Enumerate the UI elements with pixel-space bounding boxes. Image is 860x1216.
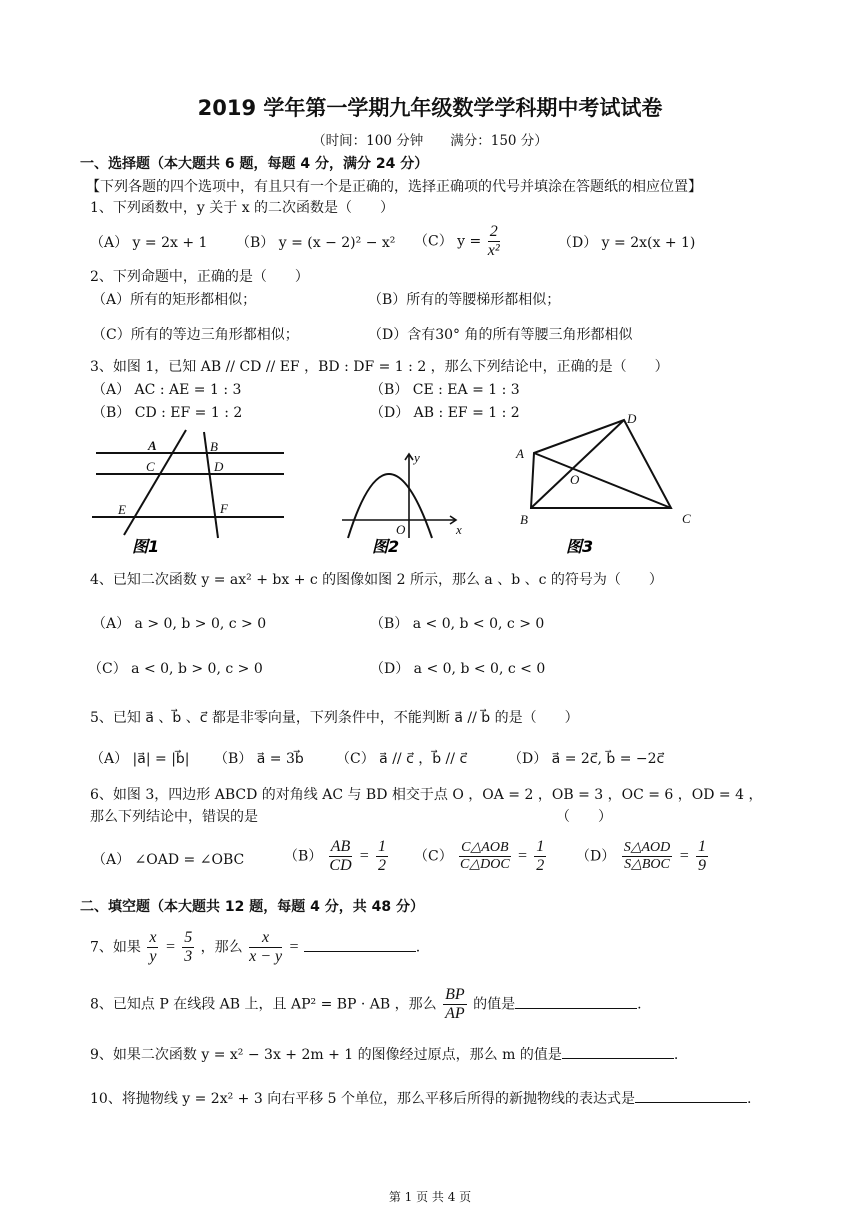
- q5-option-c: （C） a⃗ // c⃗ ，b⃗ // c⃗: [336, 751, 468, 767]
- q6-b-rhs-den: 2: [378, 857, 386, 874]
- fig3-point-o: O: [570, 472, 580, 487]
- q7-num-5: 5: [184, 929, 193, 946]
- q8-den: AP: [445, 1005, 465, 1022]
- q1-option-d: （D） y = 2x(x + 1): [558, 235, 696, 251]
- q4-option-a: （A） a > 0, b > 0, c > 0: [92, 616, 267, 632]
- q6-option-d: [576, 838, 710, 875]
- section2-heading: 二、填空题（本大题共 12 题，每题 4 分，共 48 分）: [80, 899, 424, 915]
- q6-option-b: [284, 838, 390, 875]
- q6-option-c: [414, 838, 548, 875]
- q3-option-d: （D） AB : EF = 1 : 2: [370, 405, 520, 421]
- q6-option-c-rhs: [534, 838, 546, 875]
- q6-option-a: （A） ∠OAD = ∠OBC: [92, 852, 245, 868]
- q10-line: [90, 1088, 751, 1108]
- q6-option-d-rhs: [696, 838, 708, 875]
- fig2-axis-x: x: [456, 522, 462, 537]
- q6-option-d-label: （D）: [576, 848, 616, 865]
- q1-option-c-fraction: [488, 223, 500, 260]
- q7-line: [90, 929, 420, 966]
- q1-option-c-label: （C） y =: [414, 233, 482, 250]
- q6-c-lhs-num: C△AOB: [461, 840, 509, 855]
- fig1-point-a: A: [148, 438, 157, 453]
- fig3-point-a: A: [516, 446, 524, 461]
- q6-stem: 6、如图 3，四边形 ABCD 的对角线 AC 与 BD 相交于点 O ，OA = 2 ，OB = 3 ，OC = 6 ，OD = 4 ，: [90, 787, 763, 803]
- figure3-label: 图3: [566, 537, 594, 556]
- fig1-point-e: E: [118, 502, 126, 517]
- fig3-point-b: B: [520, 512, 528, 527]
- q6-b-lhs-num: AB: [330, 838, 351, 855]
- q7-den-3: 3: [184, 948, 193, 965]
- q9-line: [90, 1044, 678, 1064]
- q6-option-b-rhs: [376, 838, 388, 875]
- q2-stem: 2、下列命题中，正确的是（ ）: [90, 269, 309, 285]
- fig1-point-f: F: [220, 501, 228, 516]
- q4-option-d: （D） a < 0, b < 0, c < 0: [370, 661, 546, 677]
- q3-option-c: （B） CD : EF = 1 : 2: [92, 405, 243, 421]
- q7-prefix: 7、如果: [90, 939, 141, 956]
- q1-option-c: [414, 223, 502, 260]
- q7-equals-1: =: [164, 938, 176, 956]
- q7-den-x-minus-y: x − y: [249, 948, 283, 965]
- q1-option-c-numerator: 2: [489, 223, 498, 240]
- q1-option-b: （B） y = (x − 2)² − x²: [236, 235, 396, 251]
- fig2-origin: O: [396, 522, 406, 537]
- q10-answer-blank[interactable]: [635, 1088, 747, 1103]
- q1-option-a: （A） y = 2x + 1: [90, 235, 208, 251]
- q6-option-b-label: （B）: [284, 848, 323, 865]
- q9-text: 9、如果二次函数 y = x² − 3x + 2m + 1 的图像经过原点，那么 m 的值是: [90, 1047, 562, 1063]
- fig3-quadrilateral: [531, 420, 671, 508]
- q3-option-a: （A） AC : AE = 1 : 3: [92, 382, 242, 398]
- q6-b-lhs-den: CD: [329, 857, 352, 874]
- q2-option-a: （A）所有的矩形都相似；: [92, 292, 257, 308]
- q2-option-b: （B）所有的等腰梯形都相似；: [368, 292, 561, 308]
- q6-d-rhs-den: 9: [697, 857, 706, 874]
- q8-post: 的值是: [473, 996, 516, 1013]
- q6-c-rhs-num: 1: [536, 838, 545, 855]
- q5-stem: 5、已知 a⃗ 、b⃗ 、c⃗ 都是非零向量，下列条件中，不能判断 a⃗ // b⃗ 的是（ ）: [90, 710, 579, 726]
- q8-prefix: 8、已知点 P 在线段 AB 上，且 AP² = BP · AB ，那么: [90, 996, 437, 1013]
- fig1-point-c: C: [146, 459, 155, 474]
- q7-answer-blank[interactable]: [304, 937, 416, 952]
- q7-equals-2: =: [288, 938, 300, 956]
- q8-num: BP: [445, 986, 465, 1003]
- figure1-label: 图1: [132, 537, 160, 556]
- q10-end: .: [747, 1091, 752, 1107]
- q8-answer-blank[interactable]: [515, 994, 637, 1009]
- figure2-label: 图2: [372, 537, 400, 556]
- q8-end: .: [637, 996, 642, 1013]
- fig3-point-c: C: [682, 511, 691, 526]
- fig3-diagonal-bd: [531, 420, 624, 508]
- q2-option-d: （D）含有30° 角的所有等腰三角形都相似: [368, 327, 633, 343]
- q6-b-equals: =: [358, 847, 370, 865]
- exam-subtitle: （时间：100 分钟 满分：150 分）: [312, 133, 548, 149]
- q5-option-a: （A） |a⃗| = |b⃗|: [90, 751, 190, 767]
- figure1-diagram: [92, 430, 284, 538]
- q6-answer-paren: （ ）: [556, 809, 612, 825]
- q6-d-rhs-num: 1: [697, 838, 706, 855]
- q6-c-rhs-den: 2: [536, 857, 545, 874]
- q8-fraction: [443, 986, 467, 1023]
- q7-middle: ，那么: [200, 939, 243, 956]
- q7-den-y: y: [149, 948, 157, 965]
- q6-d-lhs-den: S△BOC: [624, 857, 670, 872]
- q7-end: .: [415, 939, 421, 956]
- q3-option-b: （B） CE : EA = 1 : 3: [370, 382, 520, 398]
- q1-option-c-denominator: x²: [487, 242, 500, 259]
- q6-d-lhs-num: S△AOD: [623, 840, 671, 855]
- q6-option-c-label: （C）: [414, 848, 453, 865]
- q4-option-b: （B） a < 0, b < 0, c > 0: [370, 616, 545, 632]
- q7-fraction-xy: [147, 929, 158, 966]
- fig1-point-b: B: [210, 439, 218, 454]
- page-footer: 第 1 页 共 4 页: [388, 1190, 472, 1204]
- q5-option-d: （D） a⃗ = 2c⃗, b⃗ = −2c⃗: [508, 751, 665, 767]
- fig3-diagonal-ac: [534, 453, 671, 508]
- q7-fraction-target: [249, 929, 282, 966]
- q10-text: 10、将抛物线 y = 2x² + 3 向右平移 5 个单位，那么平移后所得的新抛物线的表达式是: [90, 1091, 636, 1107]
- q1-stem: 1、下列函数中，y 关于 x 的二次函数是（ ）: [90, 200, 395, 216]
- q7-num-x2: x: [249, 929, 282, 948]
- fig2-axis-y: y: [414, 450, 420, 465]
- q9-answer-blank[interactable]: [562, 1044, 674, 1059]
- q4-option-c: （C） a < 0, b > 0, c > 0: [88, 661, 263, 677]
- q6-d-equals: =: [678, 847, 690, 865]
- q6-c-equals: =: [516, 847, 528, 865]
- fig3-point-d: D: [627, 411, 637, 426]
- q2-option-c: （C）所有的等边三角形都相似；: [92, 327, 299, 343]
- section1-heading: 一、选择题（本大题共 6 题，每题 4 分，满分 24 分）: [80, 156, 429, 172]
- fig2-parabola: [348, 474, 432, 538]
- page-title: 2019 学年第一学期九年级数学学科期中考试试卷: [197, 96, 663, 120]
- q6-c-lhs-den: C△DOC: [460, 857, 510, 872]
- q6-option-d-lhs: [622, 840, 673, 873]
- figure3-diagram: [531, 420, 671, 508]
- q5-option-b: （B） a⃗ = 3b⃗: [214, 751, 304, 767]
- q7-fraction-53: [182, 929, 194, 966]
- q6-option-c-lhs: [459, 840, 510, 873]
- q6-stem-continued: 那么下列结论中，错误的是: [90, 809, 258, 825]
- section1-instruction: 【下列各题的四个选项中，有且只有一个是正确的，选择正确项的代号并填涂在答题纸的相应位置】: [86, 179, 702, 195]
- fig1-point-d: D: [214, 459, 224, 474]
- q9-end: .: [673, 1047, 679, 1063]
- q7-num-x: x: [149, 929, 157, 946]
- q6-option-b-lhs: [329, 838, 353, 875]
- q8-line: [90, 986, 642, 1023]
- q6-b-rhs-num: 1: [378, 838, 386, 855]
- q3-stem: 3、如图 1，已知 AB // CD // EF ，BD : DF = 1 : 2 ，那么下列结论中，正确的是（ ）: [90, 359, 669, 375]
- q4-stem: 4、已知二次函数 y = ax² + bx + c 的图像如图 2 所示，那么 a 、b 、c 的符号为（ ）: [90, 572, 663, 588]
